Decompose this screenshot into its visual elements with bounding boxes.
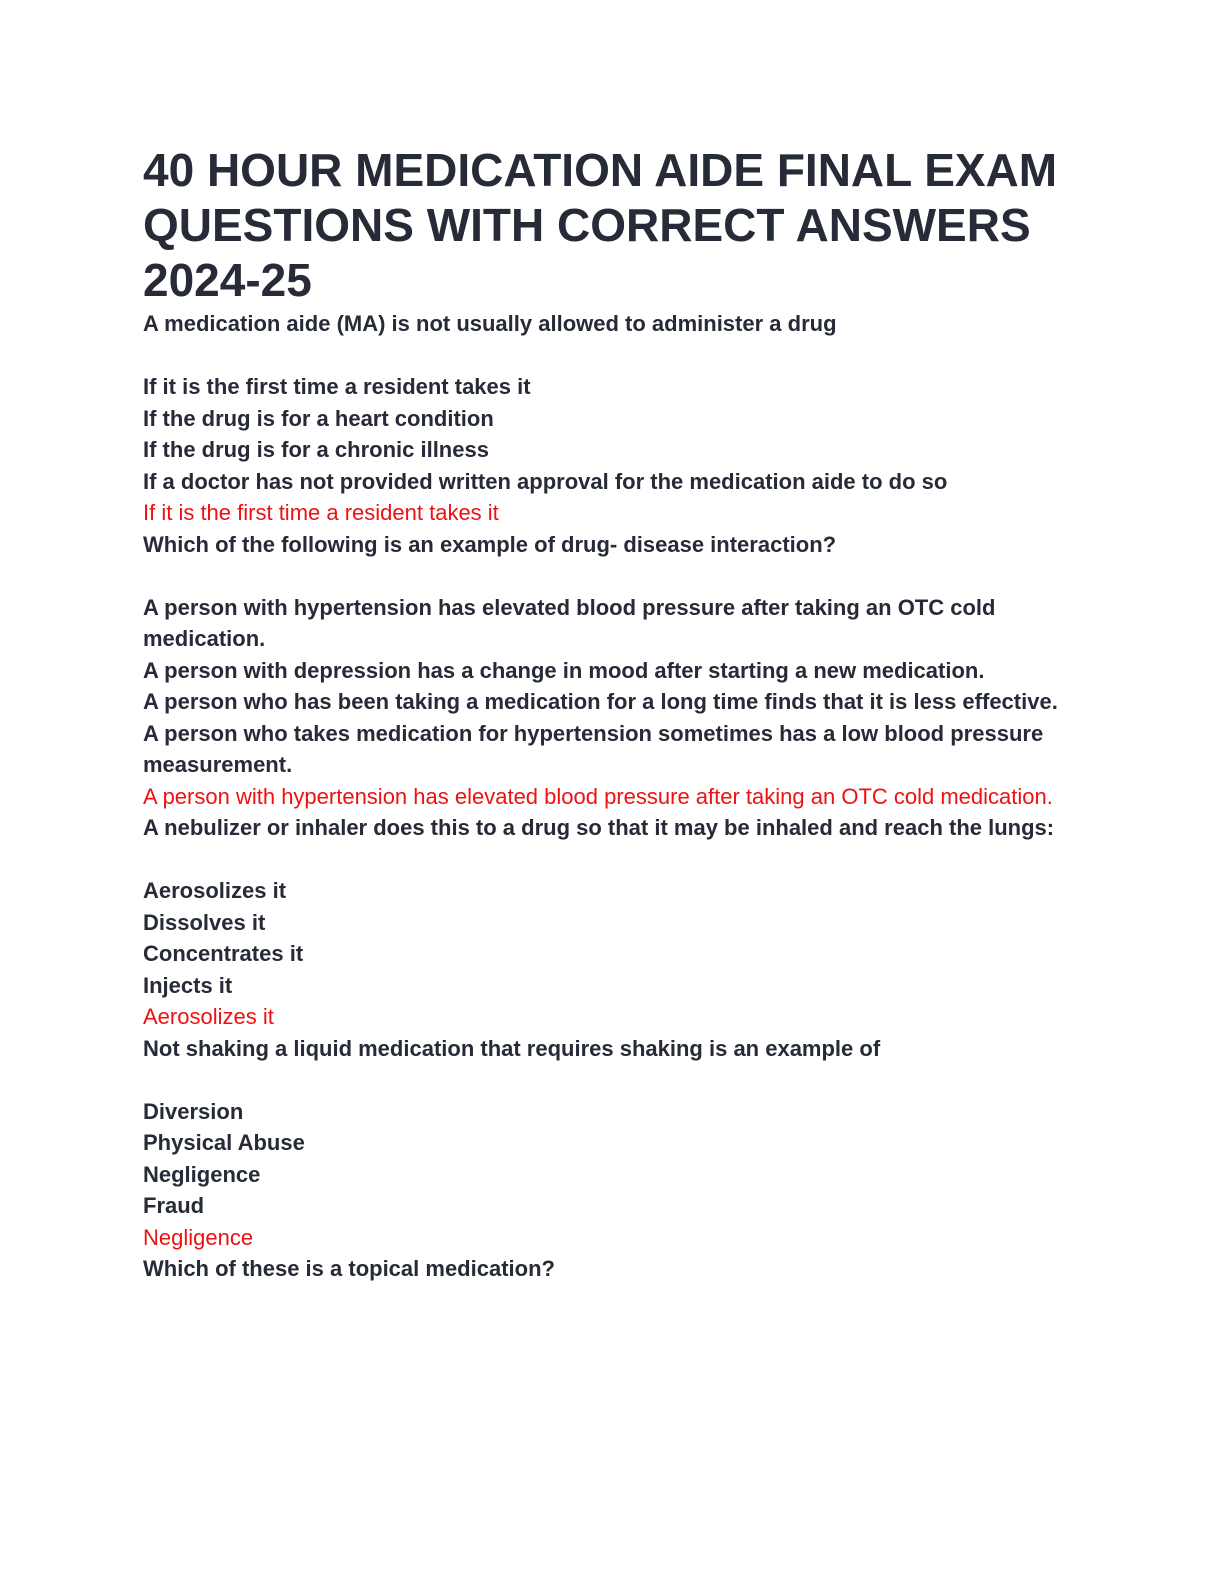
correct-answer: If it is the first time a resident takes it [143, 500, 499, 525]
answer-option: Fraud [143, 1193, 205, 1218]
document-page [143, 143, 1083, 1285]
spacer [143, 1064, 1083, 1096]
question-block [143, 1253, 1083, 1285]
answer-option: If a doctor has not provided written approval for the medication aide to do so [143, 468, 948, 494]
answer-option: Negligence [143, 1161, 261, 1187]
spacer [143, 340, 1083, 372]
question-text: Which of these is a topical medication? [143, 1256, 555, 1281]
spacer [143, 844, 1083, 876]
answer-option: Injects it [143, 972, 233, 998]
question-text: A medication aide (MA) is not usually allowed to administer a drug [143, 311, 837, 336]
answer-option: Dissolves it [143, 909, 266, 935]
question-block [143, 308, 1083, 529]
answer-option: A person who has been taking a medication for a long time finds that it is less effective. [143, 689, 1058, 714]
document-title: 40 HOUR MEDICATION AIDE FINAL EXAM QUESTIONS WITH CORRECT ANSWERS 2024-25 [143, 144, 1058, 306]
question-block [143, 529, 1083, 813]
correct-answer: Negligence [143, 1224, 254, 1250]
answer-option: If the drug is for a chronic illness [143, 437, 489, 462]
correct-answer: A person with hypertension has elevated blood pressure after taking an OTC cold medication. [143, 783, 1053, 809]
answer-option: A person with hypertension has elevated blood pressure after taking an OTC cold medication. [143, 594, 996, 651]
question-block [143, 1033, 1083, 1254]
answer-option: Diversion [143, 1098, 244, 1124]
answer-option: If it is the first time a resident takes it [143, 374, 531, 399]
question-text: A nebulizer or inhaler does this to a drug so that it may be inhaled and reach the lungs: [143, 815, 1055, 840]
question-text: Which of the following is an example of drug- disease interaction? [143, 531, 837, 557]
answer-option: Concentrates it [143, 941, 304, 966]
answer-option: Aerosolizes it [143, 878, 287, 903]
answer-option: If the drug is for a heart condition [143, 405, 494, 431]
answer-option: A person with depression has a change in mood after starting a new medication. [143, 657, 985, 683]
question-block [143, 812, 1083, 1033]
spacer [143, 560, 1083, 592]
answer-option: A person who takes medication for hypertension sometimes has a low blood pressure measurement. [143, 720, 1044, 777]
question-text: Not shaking a liquid medication that requires shaking is an example of [143, 1035, 881, 1061]
correct-answer: Aerosolizes it [143, 1004, 274, 1029]
answer-option: Physical Abuse [143, 1130, 305, 1155]
